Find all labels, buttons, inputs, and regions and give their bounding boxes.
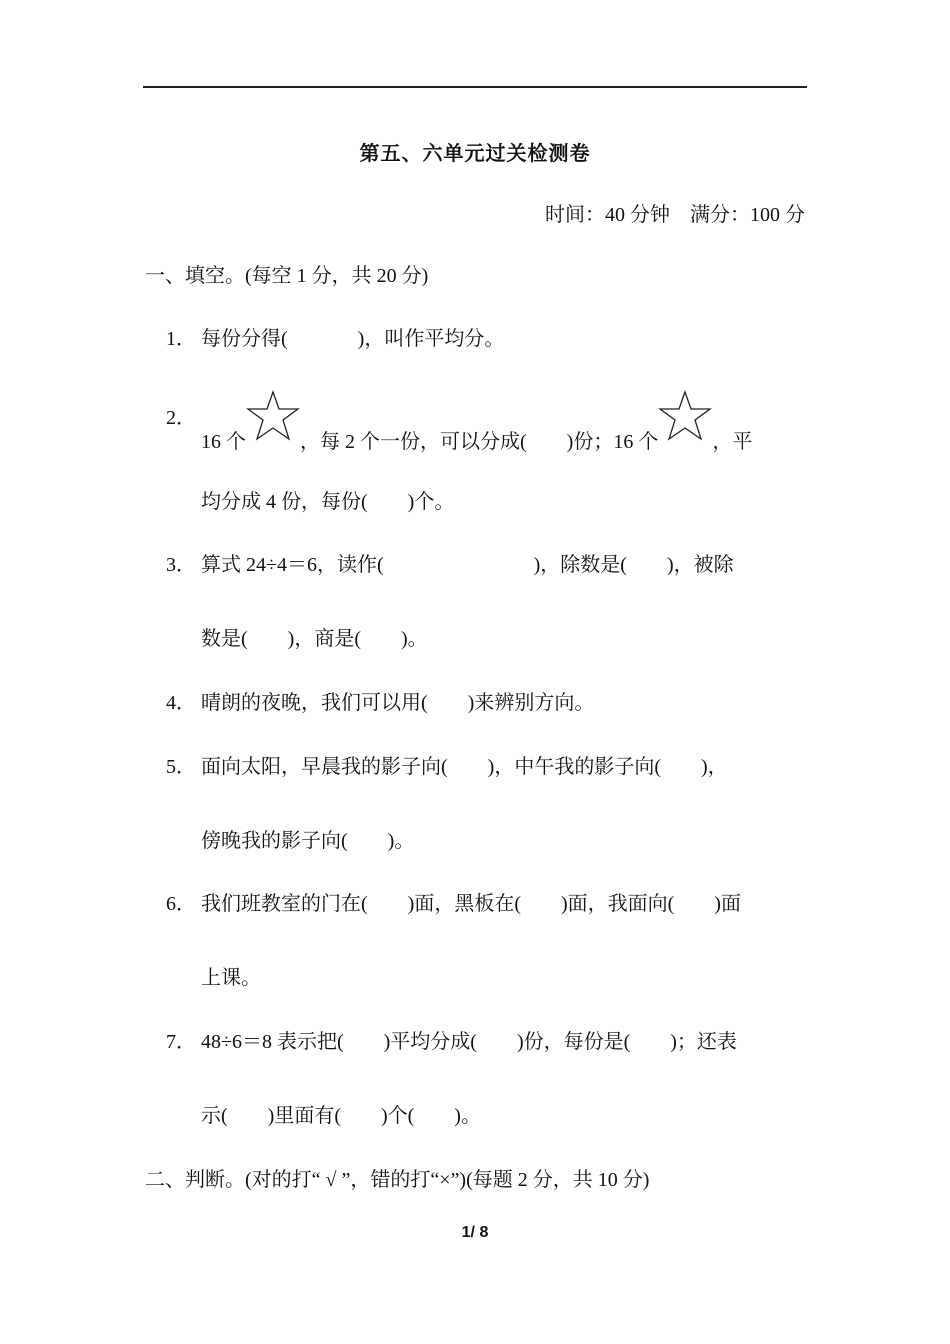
exam-time: 时间：40 分钟: [545, 204, 670, 226]
question-7-number: 7．: [166, 1031, 196, 1053]
question-2-text-c: ，平: [712, 431, 753, 453]
question-2-number: 2．: [166, 407, 196, 429]
header-rule: [143, 86, 807, 88]
question-5-line-1: 面向太阳，早晨我的影子向( )，中午我的影子向( )，: [201, 756, 728, 778]
question-4-line-1: 晴朗的夜晚，我们可以用( )来辨别方向。: [201, 692, 595, 714]
star-icon: [246, 390, 300, 442]
question-3-line-1: 算式 24÷4＝6，读作( )，除数是( )，被除: [201, 554, 734, 576]
question-5-line-2: 傍晚我的影子向( )。: [201, 830, 415, 852]
page-title: 第五、六单元过关检测卷: [359, 143, 591, 165]
question-3-line-2: 数是( )，商是( )。: [201, 628, 428, 650]
section-2-heading: 二、判断。(对的打“ √ ”，错的打“×”)(每题 2 分，共 10 分): [145, 1169, 650, 1191]
question-7-line-1: 48÷6＝8 表示把( )平均分成( )份，每份是( )；还表: [201, 1031, 737, 1053]
question-6-number: 6．: [166, 893, 196, 915]
question-6-line-1: 我们班教室的门在( )面，黑板在( )面，我面向( )面: [201, 893, 741, 915]
exam-score: 满分：100 分: [690, 204, 805, 226]
star-icon: [658, 390, 712, 442]
question-7-line-2: 示( )里面有( )个( )。: [201, 1105, 481, 1127]
question-1-line-1: 每份分得( )，叫作平均分。: [201, 328, 505, 350]
exam-meta: [545, 198, 805, 227]
question-2-line-2: 均分成 4 份，每份( )个。: [201, 491, 455, 513]
question-4-number: 4．: [166, 692, 196, 714]
page-number: 1/ 8: [461, 1224, 489, 1241]
question-1-number: 1．: [166, 328, 196, 350]
question-2-text-a: 16 个: [201, 431, 246, 453]
question-6-line-2: 上课。: [201, 967, 261, 989]
question-3-number: 3．: [166, 554, 196, 576]
question-2-text-b: ，每 2 个一份，可以分成( )份；16 个: [300, 431, 659, 453]
question-5-number: 5．: [166, 756, 196, 778]
question-2-line-1: [201, 404, 752, 456]
section-1-heading: 一、填空。(每空 1 分，共 20 分): [145, 265, 429, 287]
